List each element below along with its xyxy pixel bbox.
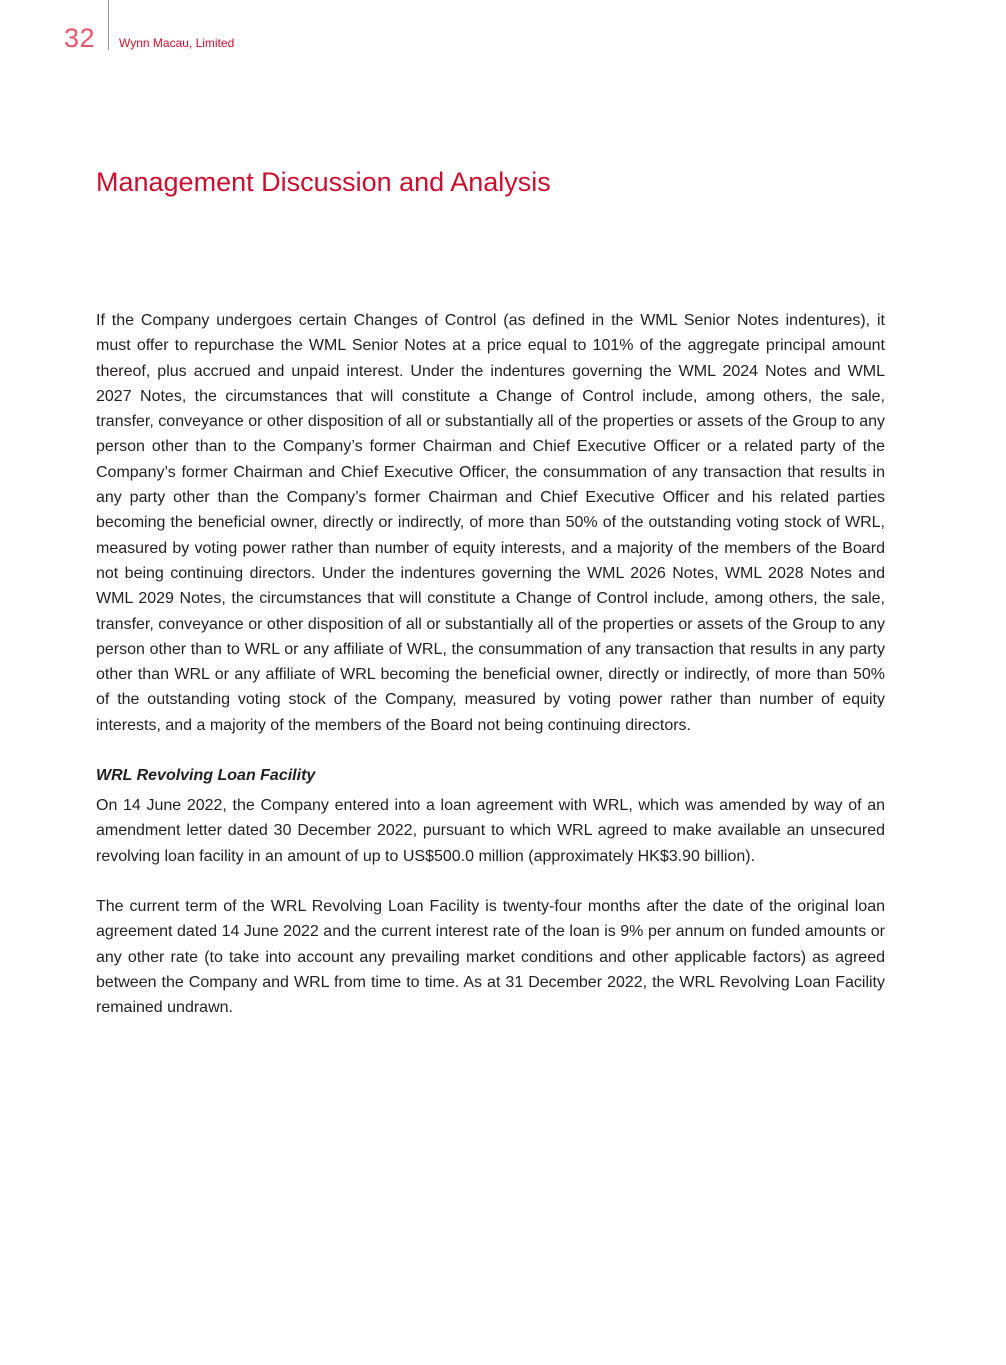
paragraph-loan-term: The current term of the WRL Revolving Loan Facility is twenty-four months after the date of the original loan agreement dated 14 June 2022 and the current interest rate of the loan is 9% per annum on funded amounts or any other rate (to take into account any prevailing market conditions and other applicable factors) as agreed between the Company and WRL from time to time. As at 31 December 2022, the WRL Revolving Loan Facility remained undrawn. [96, 897, 885, 1017]
body-content [96, 308, 885, 1020]
page-number: 32 [64, 23, 96, 53]
company-name: Wynn Macau, Limited [119, 36, 235, 50]
paragraph-loan-agreement: On 14 June 2022, the Company entered into a loan agreement with WRL, which was amended by way of an amendment letter dated 30 December 2022, pursuant to which WRL agreed to make available an unsecured revolving loan facility in an amount of up to US$500.0 million (approximately HK$3.90 billion). [96, 797, 885, 865]
page-header [0, 0, 1006, 60]
section-title: Management Discussion and Analysis [96, 167, 551, 197]
paragraph-change-of-control: If the Company undergoes certain Changes of Control (as defined in the WML Senior Notes indentures), it must offer to repurchase the WML Senior Notes at a price equal to 101% of the aggregate principal amount thereof, plus accrued and unpaid interest. Under the indentures governing the WML 2024 Notes and WML 2027 Notes, the circumstances that will constitute a Change of Control include, among others, the sale, transfer, conveyance or other disposition of all or substantially all of the properties or assets of the Group to any person other than to the Company’s former Chairman and Chief Executive Officer or a related party of the Company’s former Chairman and Chief Executive Officer, the consummation of any transaction that results in any party other than the Company’s former Chairman and Chief Executive Officer and his related parties becoming the beneficial owner, directly or indirectly, of more than 50% of the outstanding voting stock of WRL, measured by voting power rather than number of equity interests, and a majority of the members of the Board not being continuing directors. Under the indentures governing the WML 2026 Notes, WML 2028 Notes and WML 2029 Notes, the circumstances that will constitute a Change of Control include, among others, the sale, transfer, conveyance or other disposition of all or substantially all of the properties or assets of the Group to any person other than to WRL or any affiliate of WRL, the consummation of any transaction that results in any party other than WRL or any affiliate of WRL becoming the beneficial owner, directly or indirectly, of more than 50% of the outstanding voting stock of the Company, measured by voting power rather than number of equity interests, and a majority of the members of the Board not being continuing directors. [96, 312, 885, 734]
subheading-revolving-loan-facility: WRL Revolving Loan Facility [96, 767, 316, 785]
header-divider [108, 0, 109, 50]
